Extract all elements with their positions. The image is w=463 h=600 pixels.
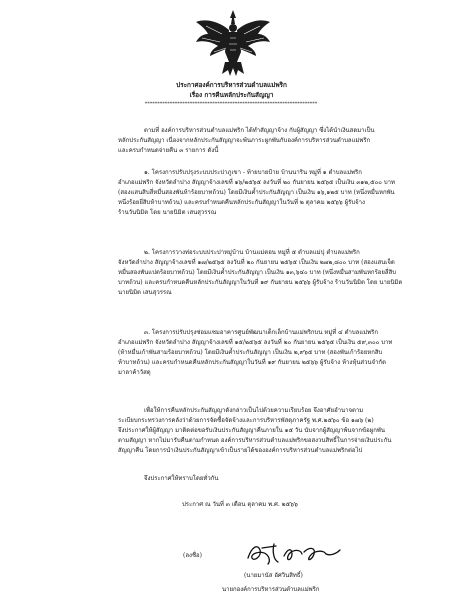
- closing-line: เพื่อให้การคืนหลักประกันสัญญาดังกล่าวเป็นไปด้วยความเรียบร้อย จึงอาศัยอำนาจตาม: [144, 407, 364, 414]
- item1-line: ๑. โครงการปรับปรุงระบบประปาภูเขา - ท้ายบายป้าย บ้านนาริน หมู่ที่ ๑ ตำบลแม่พริก: [144, 169, 362, 176]
- document-subject: เรื่อง การคืนหลักประกันสัญญา: [189, 91, 274, 99]
- garuda-emblem-icon: [192, 8, 274, 78]
- item3-line: ๓. โครงการปรับปรุงซ่อมแซมอาคารศูนย์พัฒนาเด็กเล็กบ้านแม่พริกบน หมู่ที่ ๔ ตำบลแม่พริก: [144, 329, 378, 336]
- item3-line: มาลาค้าวัสดุ: [118, 369, 151, 376]
- item1-line: ร้านวันนิมิต โดย นายนิมิต เสนสุวรรณ: [118, 209, 217, 216]
- closing-line: จึงประกาศให้ผู้สัญญา มาติดต่อขอรับเงินประกันสัญญาคืนภายใน ๑๕ วัน นับจากผู้สัญญาพ้นจากข้อผูกพัน: [118, 427, 385, 434]
- item3-line: อำเภอแม่พริก จังหวัดลำปาง สัญญาจ้างเลขที่ ๑๕/๒๕๖๕ ลงวันที่ ๒๐ กันยายน ๒๕๖๕ เป็นเงิน ๕๙,๓๐๐ บาท: [118, 339, 393, 346]
- item2-line: ๒. โครงการวางท่อระบบประปาหมู่บ้าน บ้านแม่ตอน หมู่ที่ ๕ ตำบลแม่ปุ ตำบลแม่พริก: [144, 249, 360, 256]
- signer-name: (นายมานัส อัศวินสิทธิ์): [244, 572, 303, 579]
- document-title: ประกาศองค์การบริหารส่วนตำบลแม่พริก: [176, 81, 287, 89]
- item2-line: หมื่นสองพันแปดร้อยบาทถ้วน) โดยมีเงินค้ำประกันสัญญา เป็นเงิน ๑๓,๖๔๐ บาท (หนึ่งหมื่นสามพันหกร้อยสี่สิบ: [118, 269, 397, 276]
- item2-line: บาทถ้วน) และครบกำหนดคืนหลักประกันสัญญาในวันที่ ๑๙ กันยายน ๒๕๖๖ ผู้รับจ้าง ร้านวันนิมิต โดย นายนิมิต: [118, 279, 403, 286]
- intro-line: หลักประกันสัญญา เนื่องจากหลักประกันสัญญาจะพ้นภาระผูกพันกับองค์การบริหารส่วนตำบลแม่พริก: [118, 137, 371, 144]
- handwritten-signature: [240, 540, 350, 568]
- signer-title: นายกองค์การบริหารส่วนตำบลแม่พริก: [222, 586, 320, 593]
- item2-line: นายนิมิต เสนสุวรรณ: [118, 289, 172, 296]
- item1-line: อำเภอแม่พริก จังหวัดลำปาง สัญญาจ้างเลขที่ ๑๖/๒๕๖๕ ลงวันที่ ๒๐ กันยายน ๒๕๖๕ เป็นเงิน ๓๑๒,๕๐๐ บาท: [118, 179, 395, 186]
- intro-line: และครบกำหนดจ่ายคืน ๓ รายการ ดังนี้: [118, 147, 219, 154]
- intro-line: ตามที่ องค์การบริหารส่วนตำบลแม่พริก ได้ทำสัญญาจ้าง กับผู้สัญญา ซึ่งได้นำเงินสดมาเป็น: [144, 127, 375, 134]
- closing-line: ระเบียบกระทรวงการคลังว่าด้วยการจัดซื้อจัดจ้างและการบริหารพัสดุภาครัฐ พ.ศ.๒๕๖๐ ข้อ ๑๗๖ (๒): [118, 417, 374, 424]
- closing-line: สัญญาคืน โดยการนำเงินประกันสัญญาเข้าเป็นรายได้ขององค์การบริหารส่วนตำบลแม่พริกต่อไป: [118, 447, 363, 454]
- item1-line: (สองแสนสิบสี่หมื่นสองพันห้าร้อยบาทถ้วน) โดยมีเงินค้ำประกันสัญญา เป็นเงิน ๑๖,๑๒๕ บาท (หนึ่งหมื่นหกพัน: [118, 189, 395, 196]
- item2-line: จังหวัดลำปาง สัญญาจ้างเลขที่ ๑๗/๒๕๖๕ ลงวันที่ ๒๐ กันยายน ๒๕๖๕ เป็นเงิน ๒๗๒,๘๐๐ บาท (สองแสนเจ็ด: [118, 259, 395, 266]
- closing-line: ตามสัญญา หากไม่มารับคืนตามกำหนด องค์การบริหารส่วนตำบลแม่พริกขอสงวนสิทธิ์ในการจ่ายเงินประกัน: [118, 437, 392, 444]
- item1-line: หนึ่งร้อยยี่สิบห้าบาทถ้วน) และครบกำหนดคืนหลักประกันสัญญาในวันที่ ๒ ตุลาคม ๒๕๖๖ ผู้รับจ้าง: [118, 199, 365, 206]
- announcement-line: จึงประกาศให้ทราบโดยทั่วกัน: [144, 475, 219, 482]
- signed-label: (ลงชื่อ): [183, 552, 202, 559]
- item3-line: (ห้าหมื่นเก้าพันสามร้อยบาทถ้วน) โดยมีเงินค้ำประกันสัญญา เป็นเงิน ๒,๙๖๕ บาท (สองพันเก้าร้อยหกสิบ: [118, 349, 383, 356]
- item3-line: ห้าบาทถ้วน) และครบกำหนดคืนหลักประกันสัญญาในวันที่ ๑๙ กันยายน ๒๕๖๖ ผู้รับจ้าง ห้างหุ้นส่วนจำกัด: [118, 359, 386, 366]
- announcement-date: ประกาศ ณ วันที่ ๓ เดือน ตุลาคม พ.ศ. ๒๕๖๖: [182, 501, 298, 508]
- title-divider: *********************************************************************: [144, 101, 318, 107]
